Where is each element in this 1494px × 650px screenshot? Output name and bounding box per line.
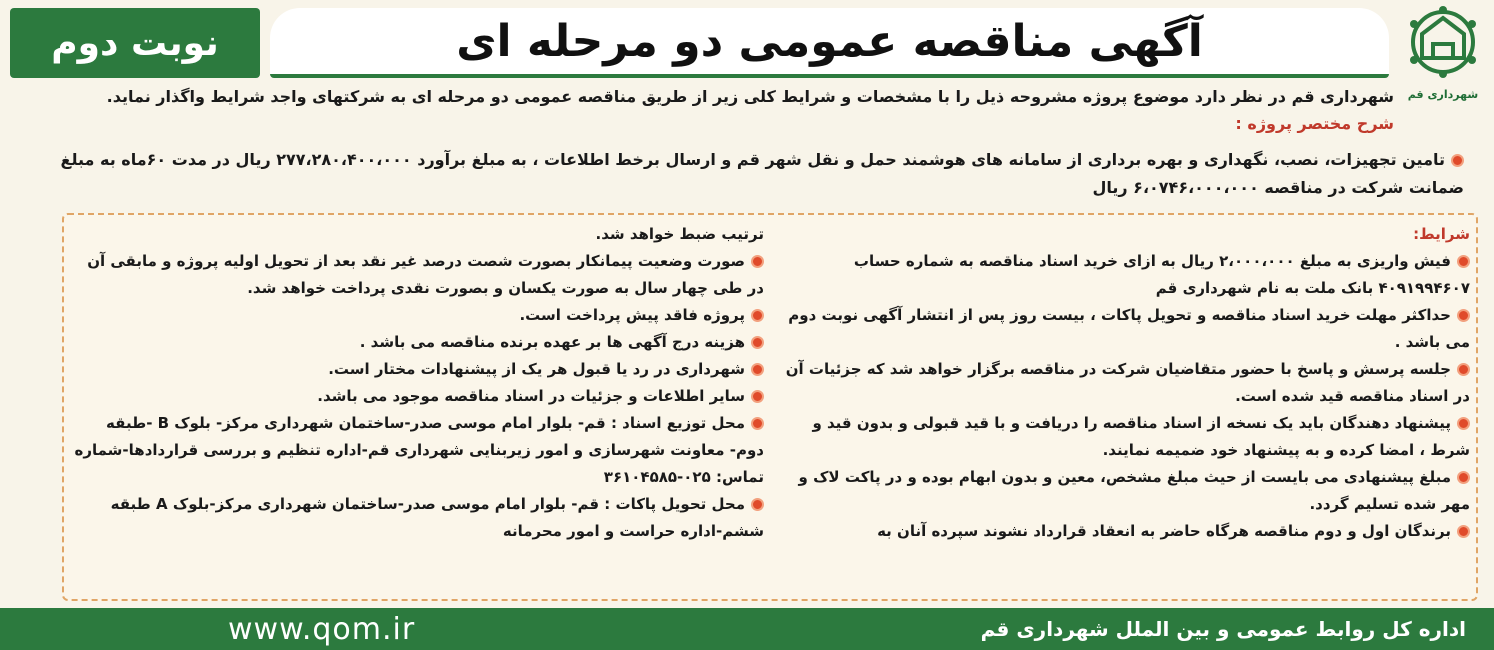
conditions-box xyxy=(62,213,1478,601)
condition-item: فیش واریزی به مبلغ ۲،۰۰۰،۰۰۰ ریال به ازای خرید اسناد مناقصه به شماره حساب ۴۰۹۱۹۹۴۶۰۷ بانک ملت به نام شهرداری قم xyxy=(853,252,1470,297)
title-banner xyxy=(270,8,1389,78)
condition-item: برندگان اول و دوم مناقصه هرگاه حاضر به انعقاد قرارداد نشوند سپرده آنان به xyxy=(770,518,1470,545)
bullet-icon xyxy=(1457,363,1470,376)
round-badge: نوبت دوم xyxy=(10,8,260,78)
bullet-icon xyxy=(1451,154,1464,167)
condition-item: محل تحویل پاکات : قم- بلوار امام موسی صدر-ساختمان شهرداری مرکز-بلوک A طبقه ششم-اداره حراست و امور محرمانه xyxy=(110,495,764,540)
footer-bar xyxy=(0,608,1494,650)
summary-paragraph xyxy=(20,146,1464,202)
bullet-icon xyxy=(751,498,764,511)
condition-item: مبلغ پیشنهادی می بایست از حیث مبلغ مشخص، معین و بدون ابهام بوده و در پاکت لاک و مهر شده تسلیم گردد. xyxy=(798,468,1470,513)
bullet-icon xyxy=(751,363,764,376)
condition-item: صورت وضعیت پیمانکار بصورت شصت درصد غیر نقد بعد از تحویل اولیه پروژه و مابقی آن در طی چهار سال به صورت یکسان و بصورت نقدی پرداخت خواهد شد. xyxy=(87,252,764,297)
condition-item: پروژه فاقد پیش پرداخت است. xyxy=(72,302,764,329)
footer-organization: اداره کل روابط عمومی و بین الملل شهرداری قم xyxy=(980,617,1466,641)
bullet-icon xyxy=(751,309,764,322)
conditions-left-column xyxy=(72,221,764,545)
condition-item: شهرداری در رد یا قبول هر یک از پیشنهادات مختار است. xyxy=(72,356,764,383)
bullet-icon xyxy=(1457,255,1470,268)
condition-item: جلسه پرسش و پاسخ با حضور متقاضیان شرکت در مناقصه برگزار خواهد شد که جزئیات آن در اسناد مناقصه قید شده است. xyxy=(785,360,1470,405)
condition-item: هزینه درج آگهی ها بر عهده برنده مناقصه می باشد . xyxy=(72,329,764,356)
bullet-icon xyxy=(751,255,764,268)
bullet-icon xyxy=(1457,309,1470,322)
qom-emblem-icon xyxy=(1408,6,1478,86)
summary-heading: شرح مختصر پروژه : xyxy=(1235,114,1394,133)
municipality-logo xyxy=(1400,6,1486,114)
page-title: آگهی مناقصه عمومی دو مرحله ای xyxy=(456,15,1203,67)
summary-text: تامین تجهیزات، نصب، نگهداری و بهره برداری از سامانه های هوشمند حمل و نقل شهر قم و ارسال برخط اطلاعات ، به مبلغ برآورد ۲۷۷،۲۸۰،۴۰۰،۰۰۰ ریال در مدت ۶۰ماه به مبلغ ضمانت شرکت در مناقصه ۶،۰۷۴۶،۰۰۰،۰۰۰ ریال xyxy=(60,150,1464,197)
bullet-icon xyxy=(751,336,764,349)
condition-item: پیشنهاد دهندگان باید یک نسخه از اسناد مناقصه را دریافت و با قید قبولی و بدون قید و شرط ، امضا کرده و به پیشنهاد خود ضمیمه نمایند. xyxy=(812,414,1470,459)
website-link[interactable]: www.qom.ir xyxy=(228,611,416,647)
condition-continuation: ترتیب ضبط خواهد شد. xyxy=(595,225,764,243)
condition-item: حداکثر مهلت خرید اسناد مناقصه و تحویل پاکات ، بیست روز پس از انتشار آگهی نوبت دوم می باشد . xyxy=(788,306,1470,351)
conditions-right-column xyxy=(770,221,1470,545)
bullet-icon xyxy=(1457,525,1470,538)
condition-item: محل توزیع اسناد : قم- بلوار امام موسی صدر-ساختمان شهرداری مرکز- بلوک B -طبقه دوم- معاونت شهرسازی و امور زیربنایی شهرداری قم-اداره تنظیم و بررسی قراردادها-شماره تماس: ۰۲۵-۳۶۱۰۴۵۸۵ xyxy=(74,414,764,486)
bullet-icon xyxy=(751,417,764,430)
bullet-icon xyxy=(1457,471,1470,484)
intro-text: شهرداری قم در نظر دارد موضوع پروژه مشروحه ذیل را با مشخصات و شرایط کلی زیر از طریق مناقصه عمومی دو مرحله ای به شرکتهای واجد شرایط واگذار نماید. xyxy=(106,87,1394,106)
bullet-icon xyxy=(1457,417,1470,430)
condition-item: سایر اطلاعات و جزئیات در اسناد مناقصه موجود می باشد. xyxy=(72,383,764,410)
conditions-heading: شرایط: xyxy=(1413,225,1470,243)
logo-label: شهرداری قم xyxy=(1407,88,1479,101)
bullet-icon xyxy=(751,390,764,403)
